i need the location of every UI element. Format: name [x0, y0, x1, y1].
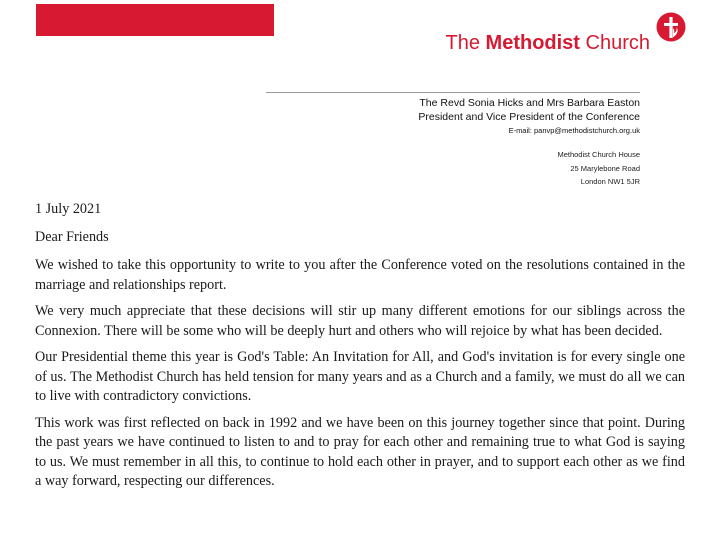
- letter-paragraph: This work was first reflected on back in 1992 and we have been on this journey together since that point. During the past years we have continued to listen to and to pray for each other and remaining true to what God is saying to us. We must remember in all this, to continue to hold each other in prayer, and to support each other as we find a way forward, respecting our differences.: [35, 414, 685, 489]
- brand-wordmark: [446, 32, 651, 55]
- letter-body: [35, 200, 685, 499]
- letter-salutation: Dear Friends: [35, 228, 109, 245]
- methodist-cross-and-flame-icon: [656, 12, 686, 42]
- officers-names: The Revd Sonia Hicks and Mrs Barbara Easton: [419, 97, 640, 109]
- header-red-bar: [36, 4, 274, 36]
- brand-bold: Methodist: [485, 32, 580, 54]
- letter-paragraph: We wished to take this opportunity to write to you after the Conference voted on the resolutions contained in the marriage and relationships report.: [35, 257, 685, 293]
- letter-paragraph: Our Presidential theme this year is God's Table: An Invitation for All, and God's invitation is for every single one of us. The Methodist Church has held tension for many years and as a Church and a family, we must do all we can to live with contradictory convictions.: [35, 349, 685, 404]
- officers-role: President and Vice President of the Conference: [418, 111, 640, 123]
- officers-block: [418, 96, 640, 137]
- letter-paragraph: We very much appreciate that these decisions will stir up many different emotions for our siblings across the Connexion. There will be some who will be deeply hurt and others who will rejoice by what has been decided.: [35, 303, 685, 339]
- brand-suffix: Church: [579, 32, 650, 54]
- header-divider: [266, 92, 640, 93]
- address-block: [557, 148, 640, 189]
- brand-prefix: The: [445, 32, 486, 54]
- officers-email: E-mail: panvp@methodistchurch.org.uk: [508, 126, 640, 135]
- letter-date: 1 July 2021: [35, 201, 102, 217]
- address-line: London NW1 5JR: [580, 177, 640, 186]
- address-line: Methodist Church House: [557, 150, 640, 159]
- address-line: 25 Marylebone Road: [570, 163, 640, 173]
